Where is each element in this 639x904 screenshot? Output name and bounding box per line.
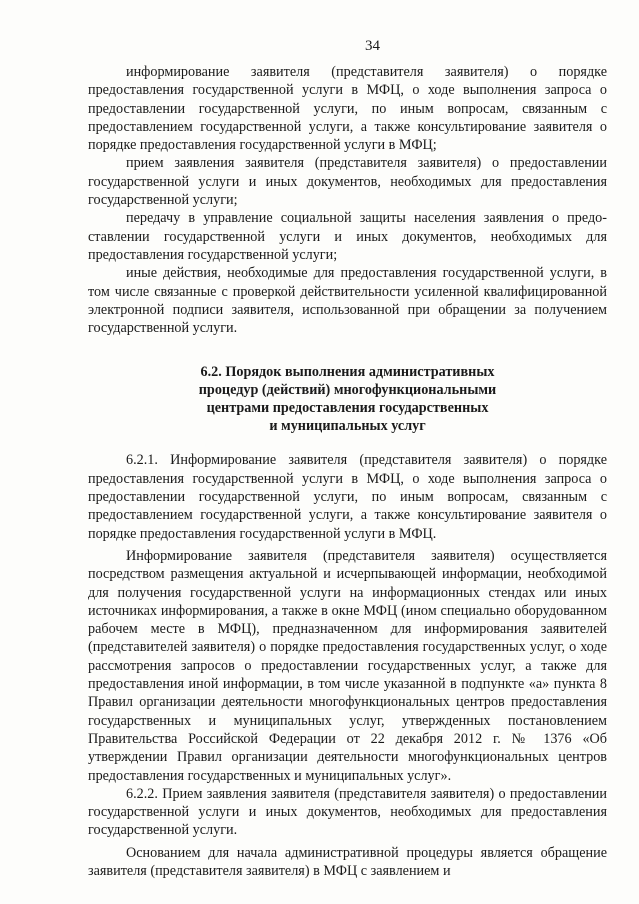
page-number: 34 [365,38,380,54]
section-body [88,451,607,880]
intro-list [88,63,607,337]
section-heading-line: процедур (действий) многофункциональными [198,382,497,399]
section-paragraph: Основанием для начала административной процедуры является обращение заявителя (представителя заявителя) в МФЦ с заявлением и [88,844,607,879]
section-paragraph: 6.2.2. Прием заявления заявителя (представителя заявителя) о предоставлении государственной услуги и иных документов, необходимых для предоставления государственной услуги. [88,785,607,839]
section-heading-line: центрами предоставления государственных [206,400,489,417]
section-heading-line: 6.2. Порядок выполнения административных [200,364,495,381]
section-heading [88,363,607,435]
intro-paragraph: прием заявления заявителя (представителя заявителя) о предоставлении государственной услуги и иных документов, необходимых для предоставления государственной услуги; [88,155,607,209]
section-paragraph: Информирование заявителя (представителя заявителя) осуществляется посредством размещения актуальной и исчерпывающей информации, необходимой для получения государственной услуги на информационных стендах или иных источниках информирования, а также в окне МФЦ (ином специально оборудованном рабочем месте в МФЦ), предназначенном для информирования заявителей (представителей заявителя) о порядке предоставления государственных услуг, о ходе рассмотрения запросов о предоставлении государственных услуг, а также для предоставления иной информации, в том числе указанной в подпункте «а» пункта 8 Правил организации деятельности многофункциональных центров предоставления государственных и муниципальных услуг, утвержденных постановлением Правительства Российской Федерации от 22 декабря 2012 г. № 1376 «Об утверждении Правил организации деятельности многофункциональных центров предоставления государственных и муниципальных услуг». [88,547,607,784]
intro-paragraph: иные действия, необходимые для предоставления государственной услуги, в том числе связанные с проверкой действительности усиленной квалифицированной электронной подписи заявителя, использованной при обращении за получением государственной услуги. [88,265,607,337]
section-paragraph: 6.2.1. Информирование заявителя (представителя заявителя) о порядке предоставления государственной услуги в МФЦ, о ходе выполнения запроса о предоставлении государственной услуги, по иным вопросам, связанным с предоставлением государственной услуги, а также консультирование заявителя о порядке предоставления государственной услуги в МФЦ. [88,452,607,542]
section-heading-line: и муниципальных услуг [269,418,426,435]
intro-paragraph: информирование заявителя (представителя заявителя) о порядке предоставления государственной услуги в МФЦ, о ходе выполнения запроса о предоставлении государственной услуги, по иным вопросам, связанным с предоставлением государственной услуги, а также консультирование заявителя о порядке предоставления государственной услуги в МФЦ; [88,64,607,154]
intro-paragraph: передачу в управление социальной защиты населения заявления о предоставлении государственной услуги и иных документов, необходимых для предоставления государственной услуги; [88,210,607,263]
